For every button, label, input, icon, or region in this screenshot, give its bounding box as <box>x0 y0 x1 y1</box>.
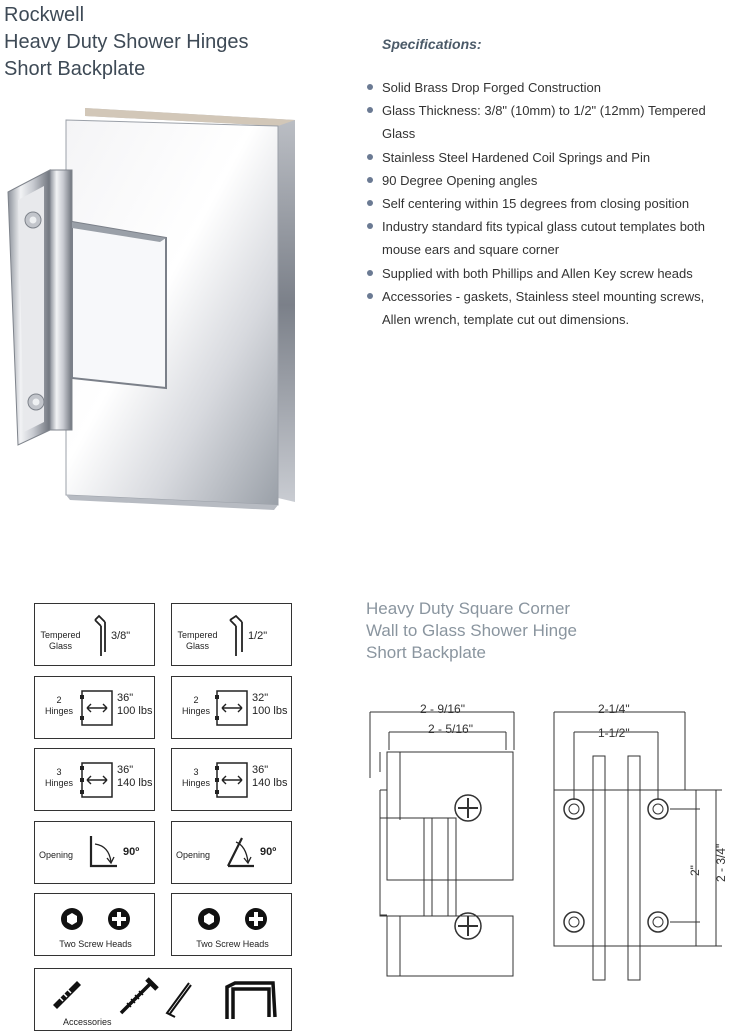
spec-item: 90 Degree Opening angles <box>366 169 726 192</box>
badge-value: 1/2" <box>248 630 268 642</box>
two-hinges-32-badge <box>171 676 292 739</box>
diagram-title-line: Heavy Duty Square Corner <box>366 599 571 618</box>
product-title <box>4 2 249 83</box>
spec-item: Stainless Steel Hardened Coil Springs and Pin <box>366 146 726 169</box>
dimension-label: 2" <box>688 865 702 876</box>
two-hinges-36-badge <box>34 676 155 739</box>
title-product: Heavy Duty Shower Hinges <box>4 31 249 53</box>
badge-value: 90º <box>123 846 140 858</box>
screw-heads-icon <box>196 906 270 932</box>
opening-angle-icon <box>222 832 258 872</box>
glass-thickness-1-2-badge <box>171 603 292 666</box>
opening-90-badge <box>171 821 292 884</box>
badge-value: 3/8" <box>111 630 131 642</box>
title-variant: Short Backplate <box>4 58 146 80</box>
wall-anchor-icon <box>49 975 85 1011</box>
accessories-badge <box>34 968 292 1031</box>
gasket-icon <box>221 977 281 1021</box>
diagram-title-line: Wall to Glass Shower Hinge <box>366 621 578 640</box>
dimension-label: 2 - 9/16" <box>420 702 465 716</box>
badge-label: 3 Hinges <box>181 767 210 788</box>
door-width-icon <box>214 689 250 727</box>
badge-label: 2 Hinges <box>181 695 210 716</box>
glass-thickness-3-8-badge <box>34 603 155 666</box>
diagram-title <box>366 598 577 664</box>
dimension-label: 2-1/4" <box>598 702 630 716</box>
badge-label: Accessories <box>63 1017 112 1027</box>
badge-label: Opening <box>176 850 211 860</box>
badge-label: Two Screw Heads <box>196 939 269 949</box>
badge-label: 3 Hinges <box>44 767 73 788</box>
badge-label: Two Screw Heads <box>59 939 132 949</box>
badge-label: Opening <box>39 850 74 860</box>
door-width-value: 36" 100 lbs <box>117 692 153 717</box>
spec-item: Accessories - gaskets, Stainless steel mounting screws, Allen wrench, template cut out dimensions. <box>366 285 726 331</box>
hinge-product-image <box>0 100 300 515</box>
title-brand: Rockwell <box>4 4 85 26</box>
spec-item: Glass Thickness: 3/8" (10mm) to 1/2" (12mm) Tempered Glass <box>366 99 726 145</box>
door-width-value: 32" 100 lbs <box>252 692 288 717</box>
spec-item: Industry standard fits typical glass cutout templates both mouse ears and square corner <box>366 215 726 261</box>
two-screw-heads-badge <box>171 893 292 956</box>
two-screw-heads-badge <box>34 893 155 956</box>
screw-heads-icon <box>59 906 133 932</box>
specifications-list <box>366 76 726 331</box>
opening-angle-icon <box>85 832 121 872</box>
screw-icon <box>117 975 161 1015</box>
door-width-icon <box>79 689 115 727</box>
specifications-heading: Specifications: <box>382 36 482 52</box>
door-width-value: 36" 140 lbs <box>252 764 288 789</box>
dimension-label: 2 - 5/16" <box>428 722 473 736</box>
dimension-label: 1-1/2" <box>598 726 630 740</box>
technical-drawing <box>360 690 730 990</box>
dimension-label: 2 - 3/4" <box>714 843 728 882</box>
opening-90-badge <box>34 821 155 884</box>
spec-item: Supplied with both Phillips and Allen Key screw heads <box>366 262 726 285</box>
diagram-title-line: Short Backplate <box>366 643 487 662</box>
badge-label: Tempered Glass <box>40 630 81 651</box>
allen-wrench-icon <box>161 979 195 1019</box>
badge-label: 2 Hinges <box>44 695 73 716</box>
spec-item: Solid Brass Drop Forged Construction <box>366 76 726 99</box>
spec-item: Self centering within 15 degrees from closing position <box>366 192 726 215</box>
badge-value: 90º <box>260 846 277 858</box>
door-width-icon <box>79 761 115 799</box>
three-hinges-36-badge <box>34 748 155 811</box>
door-width-value: 36" 140 lbs <box>117 764 153 789</box>
three-hinges-36-badge <box>171 748 292 811</box>
door-width-icon <box>214 761 250 799</box>
badge-label: Tempered Glass <box>177 630 218 651</box>
